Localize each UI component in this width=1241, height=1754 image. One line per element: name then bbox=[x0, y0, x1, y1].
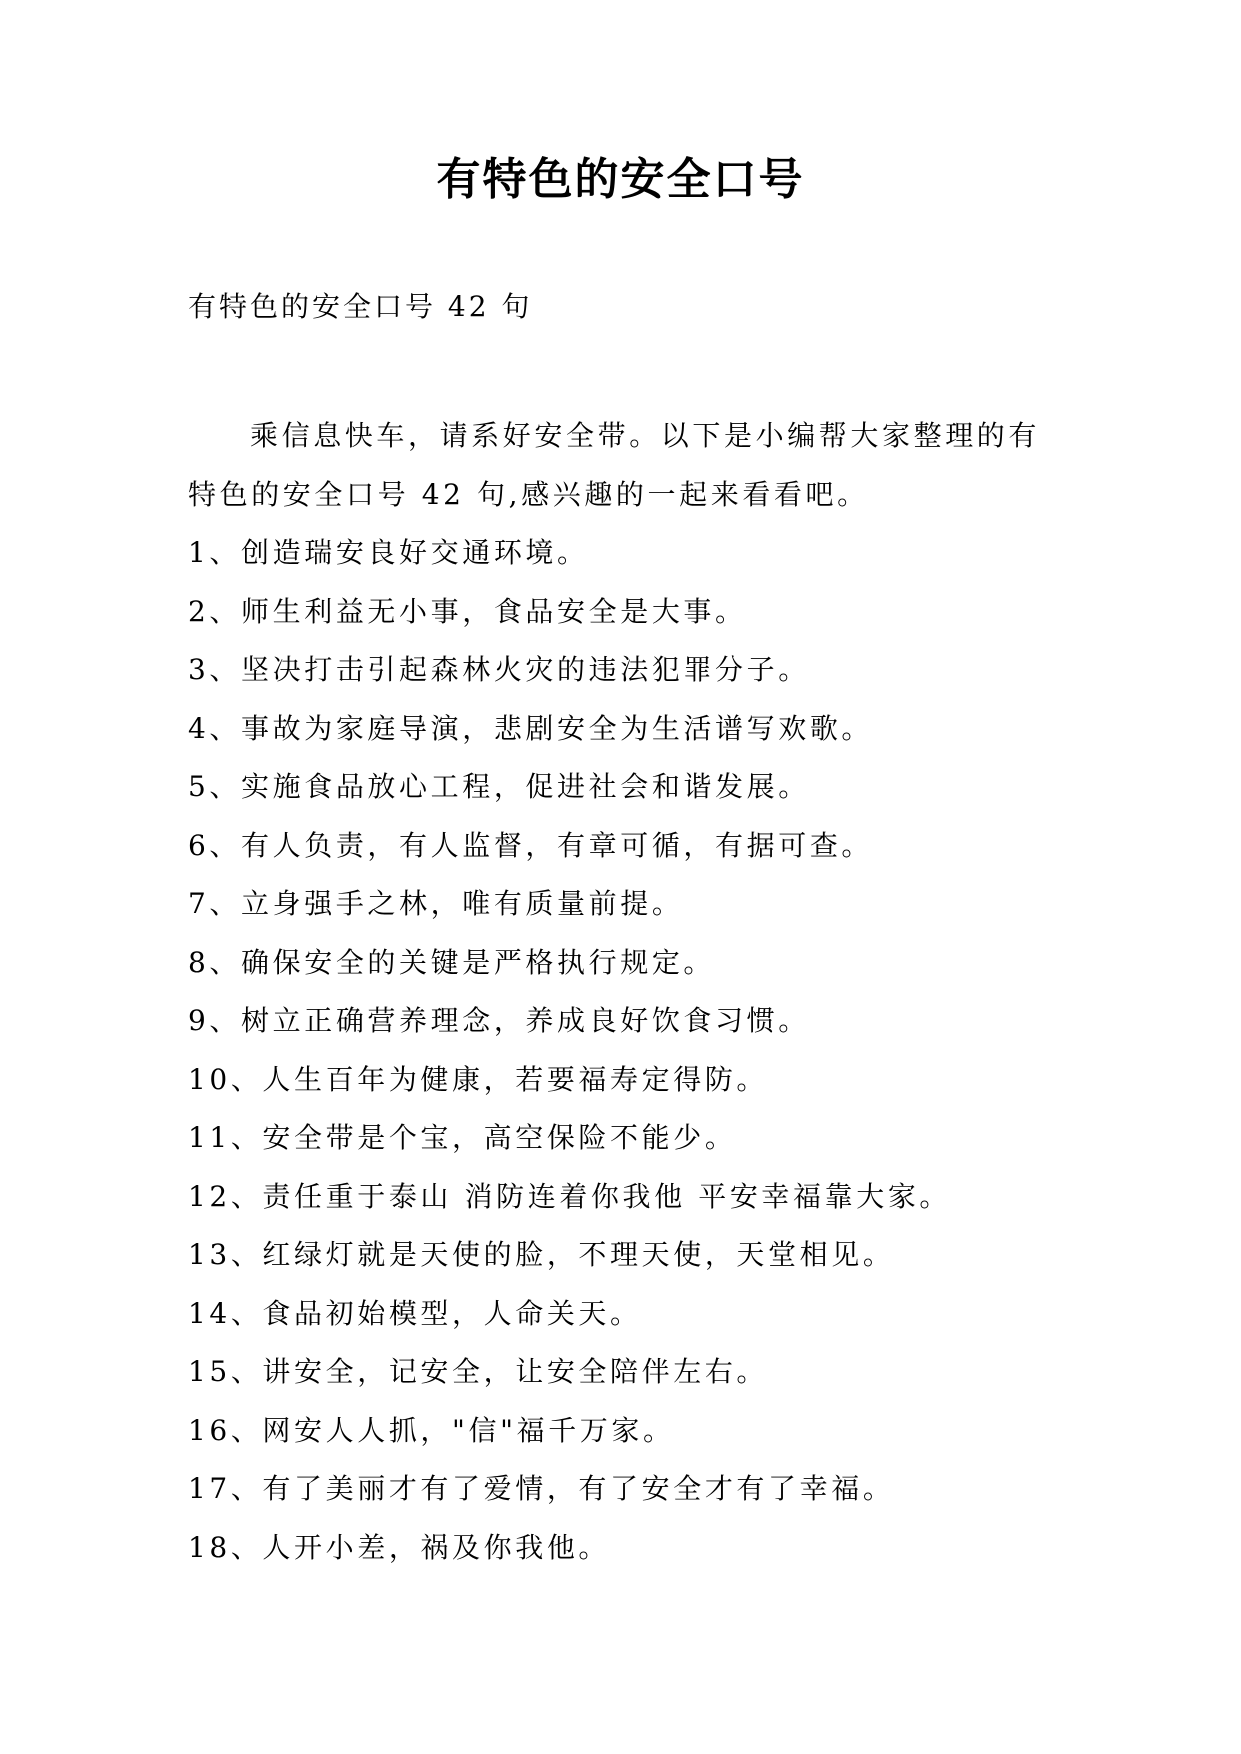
slogan-item: 8、确保安全的关键是严格执行规定。 bbox=[188, 945, 716, 979]
slogan-item: 2、师生利益无小事，食品安全是大事。 bbox=[188, 594, 747, 628]
slogan-item: 9、树立正确营养理念，养成良好饮食习惯。 bbox=[188, 1004, 810, 1037]
slogan-list bbox=[188, 524, 1068, 1577]
document-subtitle: 有特色的安全口号 42 句 bbox=[188, 290, 533, 323]
slogan-item: 11、安全带是个宝，高空保险不能少。 bbox=[188, 1121, 737, 1154]
slogan-item: 13、红绿灯就是天使的脸，不理天使，天堂相见。 bbox=[188, 1238, 895, 1271]
slogan-item: 7、立身强手之林，唯有质量前提。 bbox=[188, 887, 684, 920]
slogan-item: 1、创造瑞安良好交通环境。 bbox=[188, 536, 589, 569]
slogan-item: 3、坚决打击引起森林火灾的违法犯罪分子。 bbox=[188, 653, 810, 686]
slogan-item: 6、有人负责，有人监督，有章可循，有据可查。 bbox=[188, 828, 874, 862]
slogan-item: 15、讲安全，记安全，让安全陪伴左右。 bbox=[188, 1355, 769, 1388]
slogan-item: 5、实施食品放心工程，促进社会和谐发展。 bbox=[188, 770, 810, 803]
document-title: 有特色的安全口号 bbox=[436, 154, 805, 205]
slogan-item: 12、责任重于泰山 消防连着你我他 平安幸福靠大家。 bbox=[188, 1179, 952, 1213]
slogan-item: 18、人开小差，祸及你我他。 bbox=[188, 1530, 611, 1564]
slogan-item: 16、网安人人抓，"信"福千万家。 bbox=[188, 1413, 675, 1447]
intro-paragraph: 乘信息快车，请系好安全带。以下是小编帮大家整理的有特色的安全口号 42 句,感兴趣的一起来看看吧。 bbox=[188, 419, 1041, 511]
slogan-item: 14、食品初始模型，人命关天。 bbox=[188, 1296, 642, 1330]
document-body bbox=[188, 407, 1068, 1577]
slogan-item: 10、人生百年为健康，若要福寿定得防。 bbox=[188, 1062, 769, 1096]
slogan-item: 17、有了美丽才有了爱情，有了安全才有了幸福。 bbox=[188, 1472, 895, 1505]
slogan-item: 4、事故为家庭导演，悲剧安全为生活谱写欢歌。 bbox=[188, 711, 874, 745]
